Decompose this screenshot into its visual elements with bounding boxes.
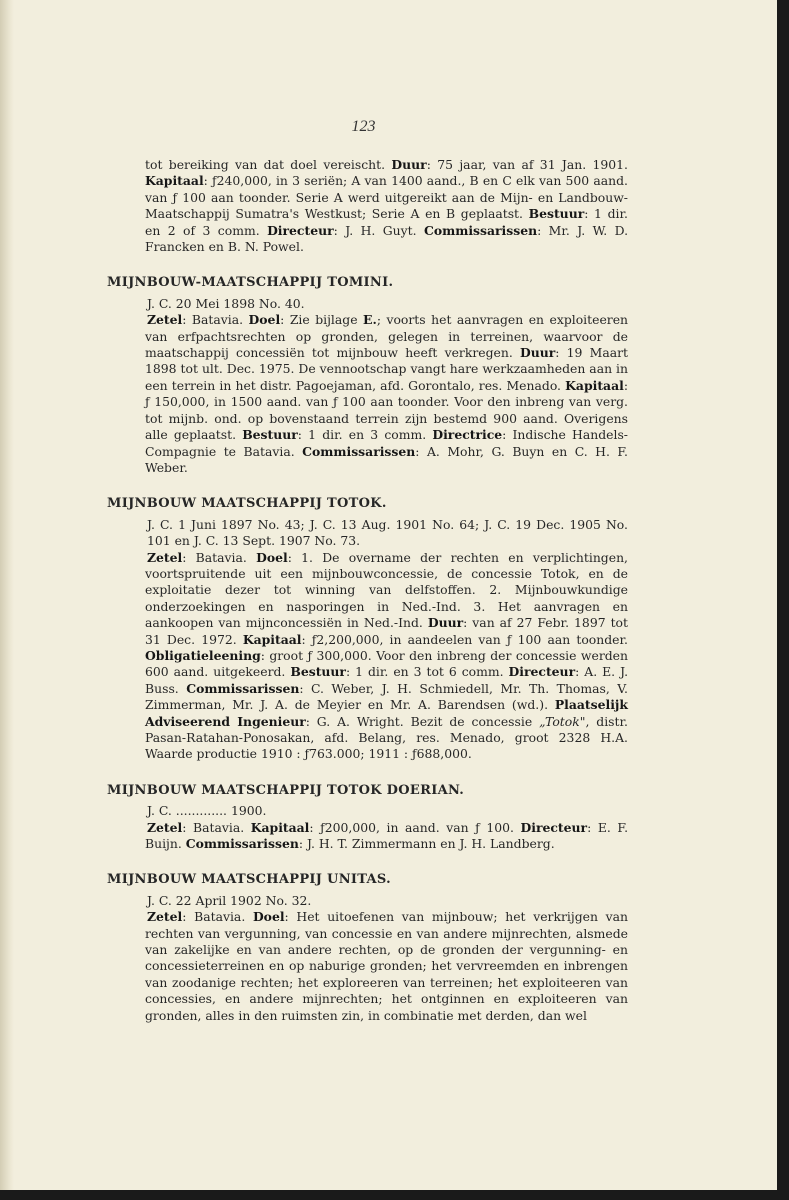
- section-body: Zetel: Batavia. Doel: Het uitoefenen van mijnbouw; het verkrijgen van rechten van vergunning, van concessie en van andere mijnrechten, alsmede van zakelijke en van andere rechten, op de gronden der vergunning- en concessieterreinen en op naburige gronden; het vervreemden en inbrengen van zoodanige rechten; het exploreeren van terreinen; het exploiteeren van concessies, en andere mijnrechten; het ontginnen en exploiteeren van gronden, alles in den ruimsten zin, in combinatie met derden, dan wel: [145, 909, 628, 1023]
- page-spine-shadow: [0, 0, 14, 1190]
- page-content: [107, 157, 629, 1024]
- section-unitas: [107, 872, 628, 1024]
- intro-paragraph: tot bereiking van dat doel vereischt. Duur: 75 jaar, van af 31 Jan. 1901. Kapitaal: ƒ240,000, in 3 seriën; A van 1400 aand., B en C elk van 500 aand. van ƒ 100 aan toonder. Serie A werd uitgereikt aan de Mijn- en Landbouw-Maatschappij Sumatra's Westkust; Serie A en B geplaatst. Bestuur: 1 dir. en 2 of 3 comm. Directeur: J. H. Guyt. Commissarissen: Mr. J. W. D. Francken en B. N. Powel.: [145, 157, 629, 255]
- section-body: Zetel: Batavia. Doel: 1. De overname der rechten en verplichtingen, voortspruitende uit een mijnbouwconcessie, de concessie Totok, en de exploitatie dezer tot winning van delfstoffen. 2. Mijnbouwkundige onderzoekingen en nasporingen in Ned.-Ind. 3. Het aanvragen en aankoopen van mijnconcessiën in Ned.-Ind. Duur: van af 27 Febr. 1897 tot 31 Dec. 1972. Kapitaal: ƒ2,200,000, in aandeelen van ƒ 100 aan toonder. Obligatieleening: groot ƒ 300,000. Voor den inbreng der concessie werden 600 aand. uitgekeerd. Bestuur: 1 dir. en 3 tot 6 comm. Directeur: A. E. J. Buss. Commissarissen: C. Weber, J. H. Schmiedell, Mr. Th. Thomas, V. Zimmerman, Mr. J. A. de Meyier en Mr. A. Barendsen (wd.). Plaatselijk Adviseerend Ingenieur: G. A. Wright. Bezit de concessie „Totok", distr. Pasan-Ratahan-Ponosakan, afd. Belang, res. Menado, groot 2328 H.A. Waarde productie 1910 : ƒ763.000; 1911 : ƒ688,000.: [145, 549, 629, 762]
- section-totok-doerian: [107, 782, 629, 853]
- section-reference: J. C. 22 April 1902 No. 32.: [147, 892, 312, 908]
- section-heading: MIJNBOUW MAATSCHAPPIJ TOTOK.: [107, 496, 387, 512]
- section-reference: J. C. ............. 1900.: [147, 803, 267, 819]
- section-body: Zetel: Batavia. Doel: Zie bijlage E.; voorts het aanvragen en exploiteeren van erfpachtsrechten op gronden, gelegen in terreinen, waarvoor de maatschappij concessiën tot mijnbouw heeft verkregen. Duur: 19 Maart 1898 tot ult. Dec. 1975. De vennootschap vangt hare werkzaamheden aan in een terrein in het distr. Pagoejaman, afd. Gorontalo, res. Menado. Kapitaal: ƒ 150,000, in 1500 aand. van ƒ 100 aan toonder. Voor den inbreng van verg. tot mijnb. ond. op bovenstaand terrein zijn bestemd 900 aand. Overigens alle geplaatst. Bestuur: 1 dir. en 3 comm. Directrice: Indische Handels-Compagnie te Batavia. Commissarissen: A. Mohr, G. Buyn en C. H. F. Weber.: [145, 312, 629, 475]
- page-number: 123: [351, 118, 376, 135]
- section-reference: J. C. 1 Juni 1897 No. 43; J. C. 13 Aug. 1901 No. 64; J. C. 19 Dec. 1905 No. 101 en J. C. 13 Sept. 1907 No. 73.: [147, 516, 628, 549]
- section-heading: MIJNBOUW-MAATSCHAPPIJ TOMINI.: [107, 275, 394, 291]
- section-body: Zetel: Batavia. Kapitaal: ƒ200,000, in aand. van ƒ 100. Directeur: E. F. Buijn. Commissarissen: J. H. T. Zimmermann en J. H. Landberg.: [145, 819, 629, 852]
- section-heading: MIJNBOUW MAATSCHAPPIJ TOTOK DOERIAN.: [107, 782, 465, 798]
- section-reference: J. C. 20 Mei 1898 No. 40.: [147, 295, 305, 311]
- section-tomini: [107, 275, 629, 476]
- section-totok: [107, 496, 629, 763]
- section-heading: MIJNBOUW MAATSCHAPPIJ UNITAS.: [107, 872, 391, 888]
